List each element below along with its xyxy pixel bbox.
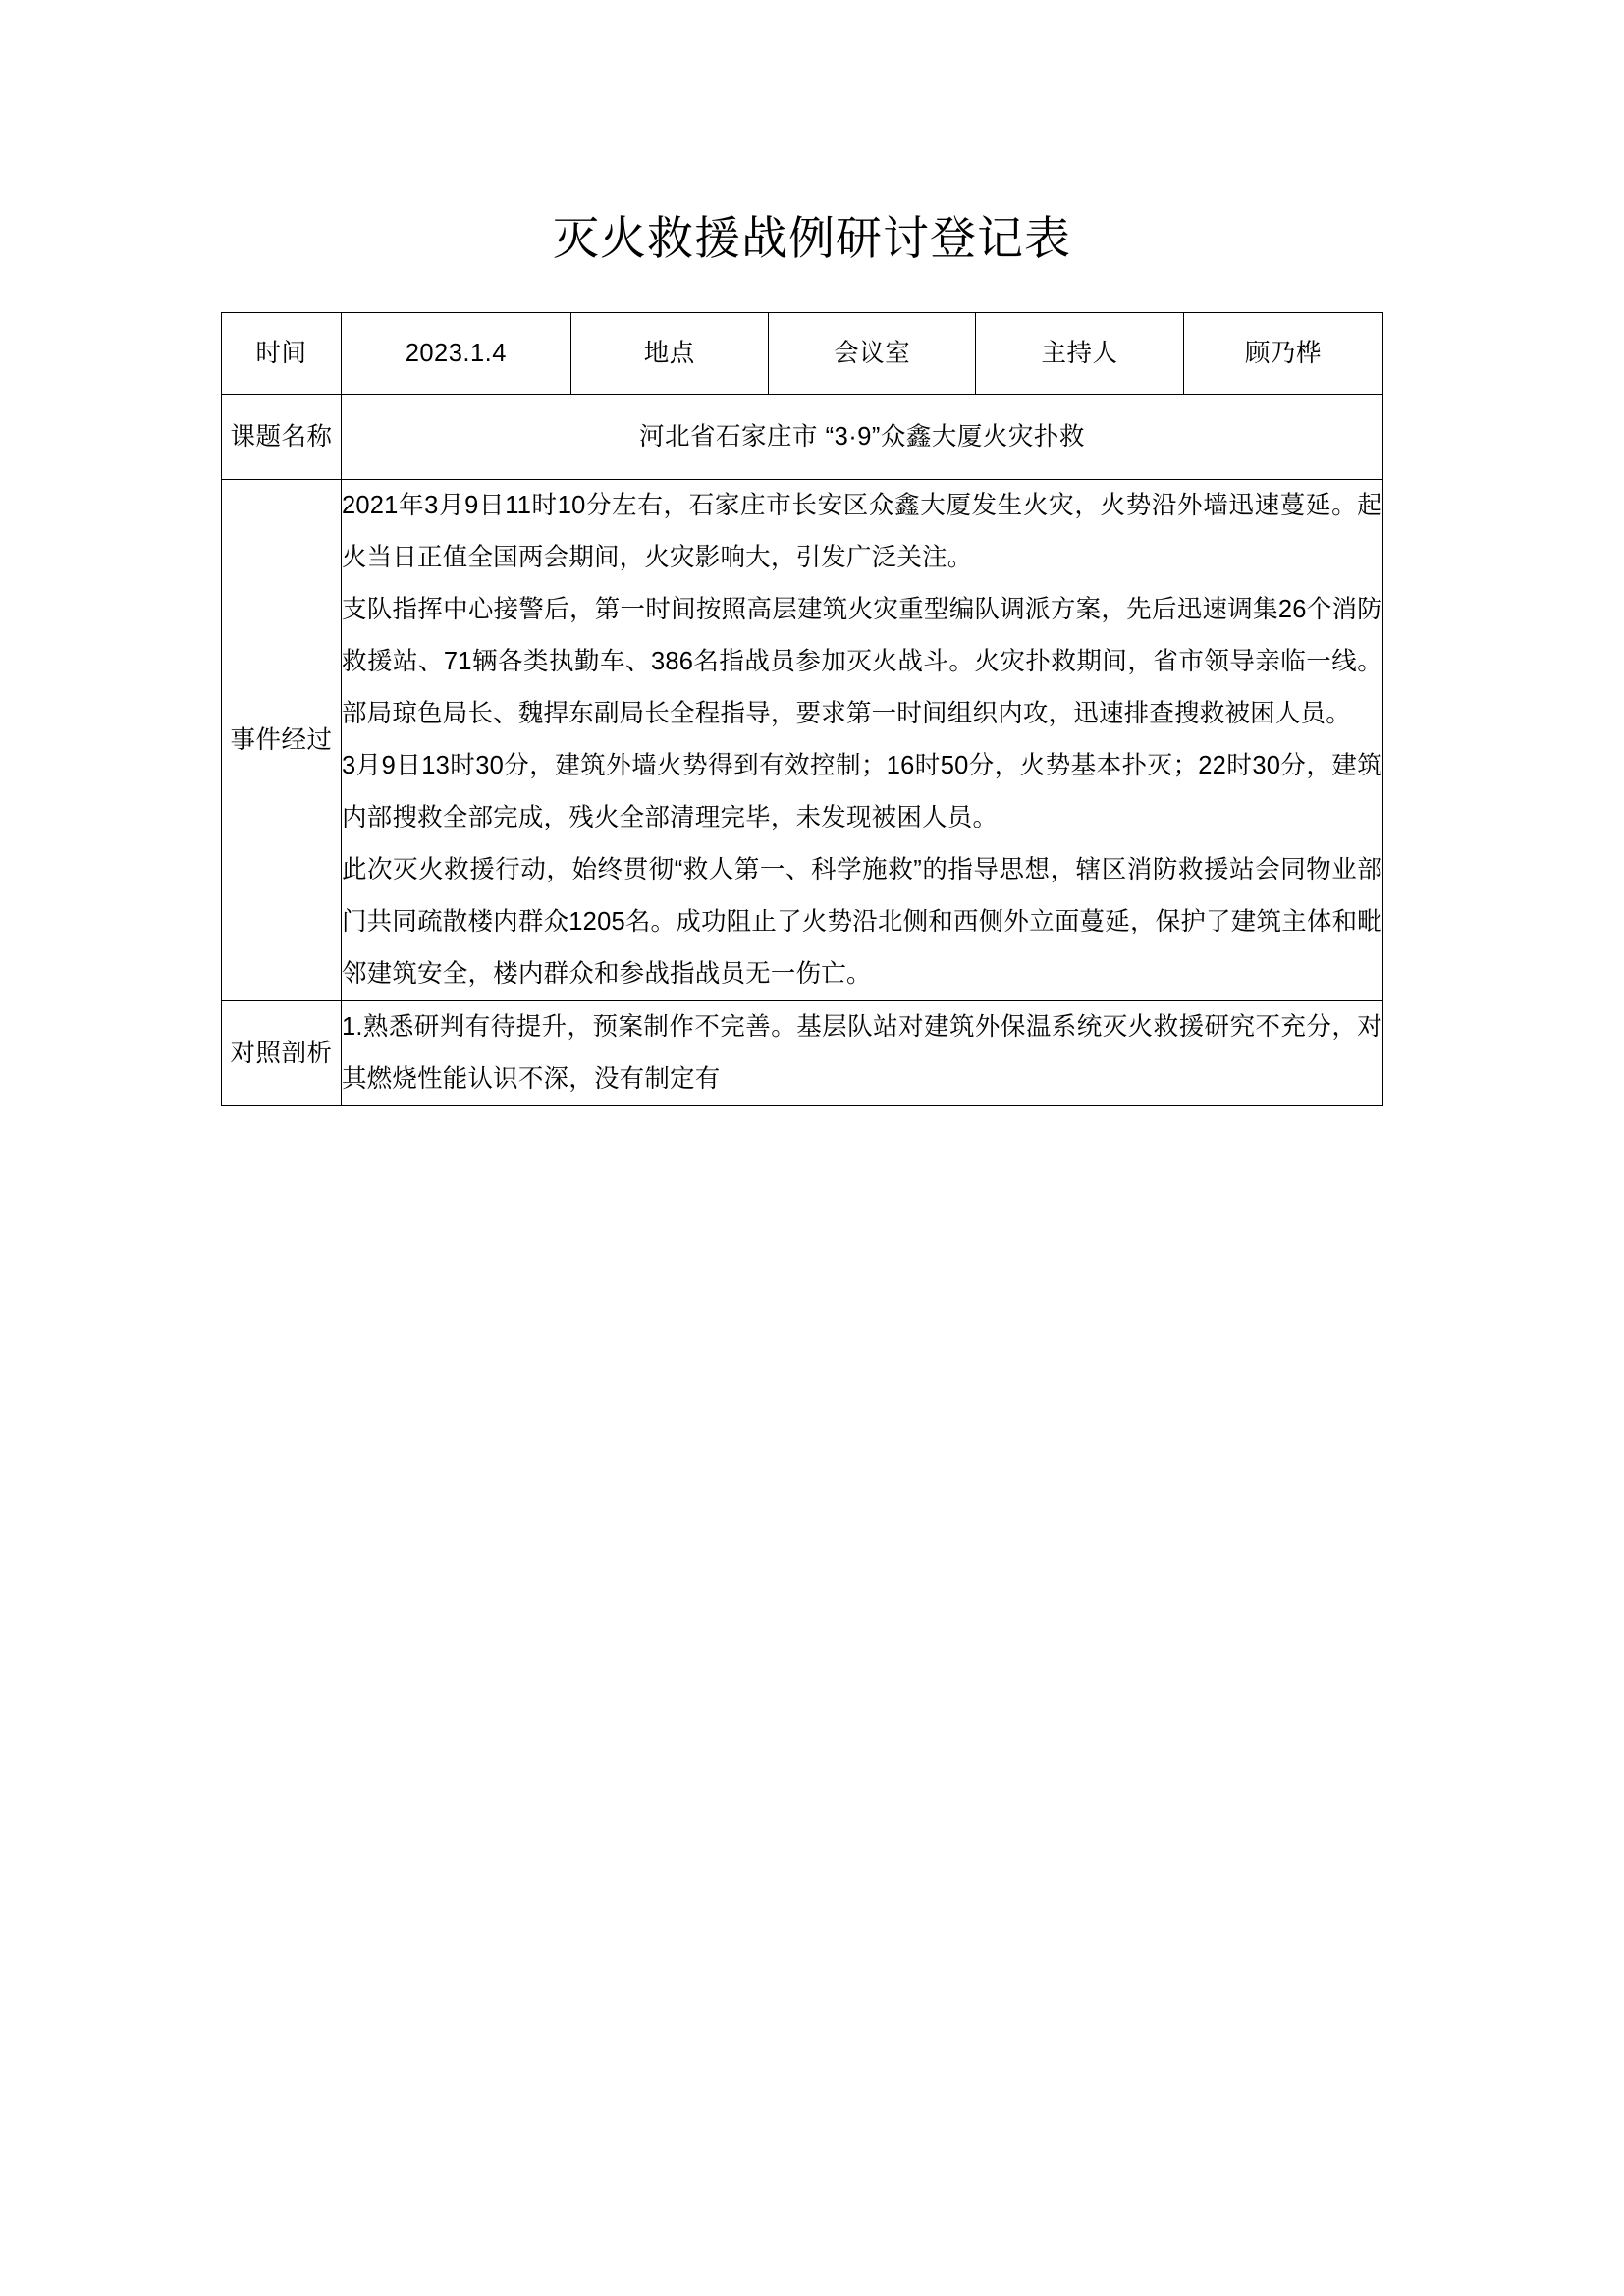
place-label: 地点 — [570, 312, 768, 394]
event-paragraph: 3月9日13时30分，建筑外墙火势得到有效控制；16时50分，火势基本扑灭；22时30分，建筑内部搜救全部完成，残火全部清理完毕，未发现被困人员。 — [341, 751, 1382, 831]
event-label: 事件经过 — [222, 479, 342, 1000]
page-title: 灭火救援战例研讨登记表 — [553, 212, 1071, 264]
topic-value: 河北省石家庄市 “3·9”众鑫大厦火灾扑救 — [341, 394, 1382, 479]
analysis-content — [341, 1001, 1382, 1106]
table-row-topic — [222, 394, 1383, 479]
discussion-registration-table — [221, 312, 1383, 1106]
table-row-analysis — [222, 1001, 1383, 1106]
time-value: 2023.1.4 — [341, 312, 570, 394]
analysis-label: 对照剖析 — [222, 1001, 342, 1106]
table-row-event — [222, 479, 1383, 1000]
event-paragraph: 此次灭火救援行动，始终贯彻“救人第一、科学施救”的指导思想，辖区消防救援站会同物业部门共同疏散楼内群众1205名。成功阻止了火势沿北侧和西侧外立面蔓延，保护了建筑主体和毗邻建筑安全，楼内群众和参战指战员无一伤亡。 — [341, 855, 1382, 988]
host-label: 主持人 — [976, 312, 1183, 394]
topic-label: 课题名称 — [222, 394, 342, 479]
place-value: 会议室 — [768, 312, 975, 394]
host-value: 顾乃桦 — [1183, 312, 1382, 394]
analysis-paragraph: 1.熟悉研判有待提升，预案制作不完善。基层队站对建筑外保温系统灭火救援研究不充分，对其燃烧性能认识不深，没有制定有 — [341, 1013, 1382, 1094]
event-paragraph: 支队指挥中心接警后，第一时间按照高层建筑火灾重型编队调派方案，先后迅速调集26个消防救援站、71辆各类执勤车、386名指战员参加灭火战斗。火灾扑救期间，省市领导亲临一线。部局琼色局长、魏捍东副局长全程指导，要求第一时间组织内攻，迅速排查搜救被困人员。 — [341, 595, 1382, 727]
table-row-meta — [222, 312, 1383, 394]
event-content — [341, 479, 1382, 1000]
event-paragraph: 2021年3月9日11时10分左右，石家庄市长安区众鑫大厦发生火灾，火势沿外墙迅速蔓延。起火当日正值全国两会期间，火灾影响大，引发广泛关注。 — [341, 491, 1382, 571]
time-label: 时间 — [222, 312, 342, 394]
